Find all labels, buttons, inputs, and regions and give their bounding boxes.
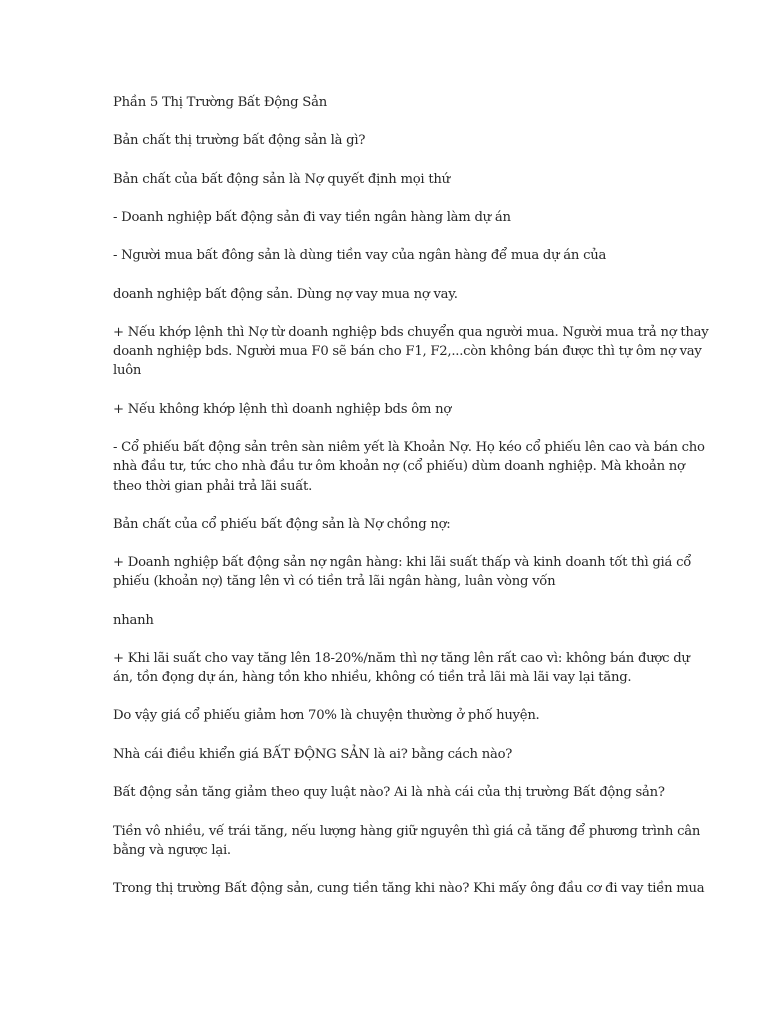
text-line: doanh nghiệp bất động sản. Dùng nợ vay mua nợ vay. <box>113 287 458 302</box>
text-line: - Cổ phiếu bất động sản trên sàn niêm yết là Khoản Nợ. Họ kéo cổ phiếu lên cao và bán cho <box>113 440 705 455</box>
text-line: nhà đầu tư, tức cho nhà đầu tư ôm khoản nợ (cổ phiếu) dùm doanh nghiệp. Mà khoản nợ <box>113 459 685 474</box>
text-line: Nhà cái điều khiển giá BẤT ĐỘNG SẢN là ai? bằng cách nào? <box>113 747 513 762</box>
text-line: Tiền vô nhiều, vế trái tăng, nếu lượng hàng giữ nguyên thì giá cả tăng để phương trình cân <box>113 824 701 839</box>
text-line: Bản chất thị trường bất động sản là gì? <box>113 133 366 148</box>
text-line: - Doanh nghiệp bất động sản đi vay tiền ngân hàng làm dự án <box>113 210 511 225</box>
text-line: doanh nghiệp bds. Người mua F0 sẽ bán cho F1, F2,...còn không bán được thì tự ôm nợ vay <box>113 344 702 359</box>
text-line: - Người mua bất đông sản là dùng tiền vay của ngân hàng để mua dự án của <box>113 248 607 263</box>
text-line: Bản chất của cổ phiếu bất động sản là Nợ chồng nợ: <box>113 517 451 532</box>
text-line: Bất động sản tăng giảm theo quy luật nào? Ai là nhà cái của thị trường Bất động sản? <box>113 785 665 800</box>
text-line: bằng và ngược lại. <box>113 843 231 858</box>
text-line: phiếu (khoản nợ) tăng lên vì có tiền trả lãi ngân hàng, luân vòng vốn <box>113 574 556 589</box>
text-line: + Nếu không khớp lệnh thì doanh nghiệp bds ôm nợ <box>113 402 452 417</box>
text-line: + Khi lãi suất cho vay tăng lên 18-20%/năm thì nợ tăng lên rất cao vì: không bán được dự <box>113 651 690 666</box>
text-line: theo thời gian phải trả lãi suất. <box>113 479 313 494</box>
text-line: Bản chất của bất động sản là Nợ quyết định mọi thứ <box>113 172 450 187</box>
text-line: + Nếu khớp lệnh thì Nợ từ doanh nghiệp bds chuyển qua người mua. Người mua trả nợ thay <box>113 325 709 340</box>
text-line: luôn <box>113 363 142 378</box>
text-line: Trong thị trường Bất động sản, cung tiền tăng khi nào? Khi mấy ông đầu cơ đi vay tiền mua <box>113 881 705 896</box>
text-line: Do vậy giá cổ phiếu giảm hơn 70% là chuyện thường ở phố huyện. <box>113 708 540 723</box>
text-line: nhanh <box>113 613 154 628</box>
text-line: + Doanh nghiệp bất động sản nợ ngân hàng: khi lãi suất thấp và kinh doanh tốt thì giá cổ <box>113 555 692 570</box>
page-heading: Phần 5 Thị Trường Bất Động Sản <box>113 95 327 110</box>
text-line: án, tồn đọng dự án, hàng tồn kho nhiều, không có tiền trả lãi mà lãi vay lại tăng. <box>113 670 632 685</box>
